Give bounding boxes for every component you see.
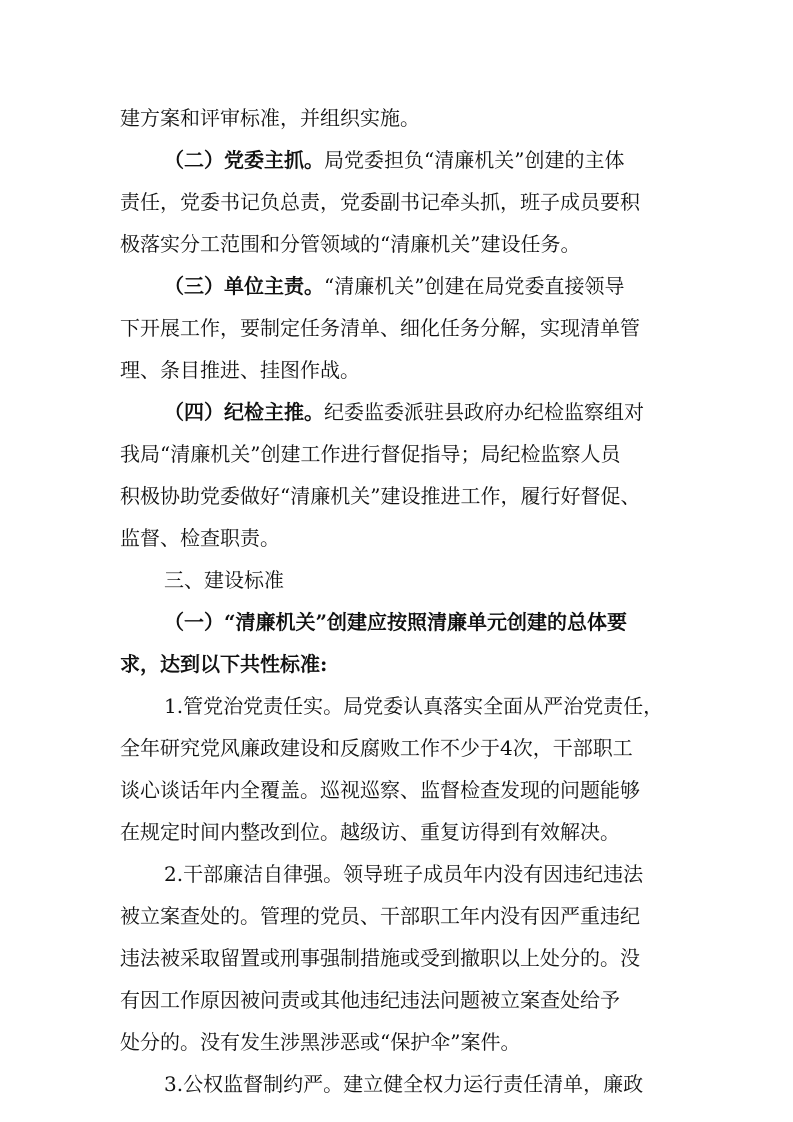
text-line: 谈心谈话年内全覆盖。巡视巡察、监督检查发现的问题能够 [120,778,640,802]
text-run: 局党委担负“清廉机关”创建的主体 [324,148,625,172]
paragraph-4-first-line [164,400,680,424]
text-line: 在规定时间内整改到位。越级访、重复访得到有效解决。 [120,820,620,844]
text-line: 有因工作原因被问责或其他违纪违法问题被立案查处给予 [120,988,620,1012]
text-line: 处分的。没有发生涉黑涉恶或“保护伞”案件。 [120,1030,521,1054]
paragraph-3-first-line [164,274,680,298]
text-line: 极落实分工范围和分管领域的“清廉机关”建设任务。 [120,232,581,256]
text-line: 责任，党委书记负总责，党委副书记牵头抓，班子成员要积 [120,190,640,214]
heading-party-committee: （二）党委主抓。 [164,148,324,172]
text-line: 违法被采取留置或刑事强制措施或受到撤职以上处分的。没 [120,946,640,970]
heading-discipline-inspection: （四）纪检主推。 [164,400,324,424]
subsection-heading-continued: 求，达到以下共性标准: [120,652,328,676]
section-heading-construction-standards: 三、建设标准 [164,568,284,592]
text-line: 我局“清廉机关”创建工作进行督促指导；局纪检监察人员 [120,442,621,466]
text-line: 理、条目推进、挂图作战。 [120,358,360,382]
text-line: 被立案查处的。管理的党员、干部职工年内没有因严重违纪 [120,904,640,928]
text-run: 纪委监委派驻县政府办纪检监察组对 [324,400,644,424]
text-line: 建方案和评审标准，并组织实施。 [120,106,420,130]
heading-unit-responsibility: （三）单位主责。 [164,274,324,298]
subsection-heading: （一）“清廉机关”创建应按照清廉单元创建的总体要 [164,610,628,634]
list-item-2: 2.干部廉洁自律强。领导班子成员年内没有因违纪违法 [164,862,644,886]
paragraph-2-first-line [164,148,680,172]
list-item-1: 1.管党治党责任实。局党委认真落实全面从严治党责任， [164,694,664,718]
text-line: 下开展工作，要制定任务清单、细化任务分解，实现清单管 [120,316,640,340]
text-line: 全年研究党风廉政建设和反腐败工作不少于4次，干部职工 [120,736,633,760]
list-item-3: 3.公权监督制约严。建立健全权力运行责任清单，廉政 [164,1072,644,1096]
text-run: “清廉机关”创建在局党委直接领导 [324,274,625,298]
text-line: 监督、检查职责。 [120,526,280,550]
text-line: 积极协助党委做好“清廉机关”建设推进工作，履行好督促、 [120,484,641,508]
